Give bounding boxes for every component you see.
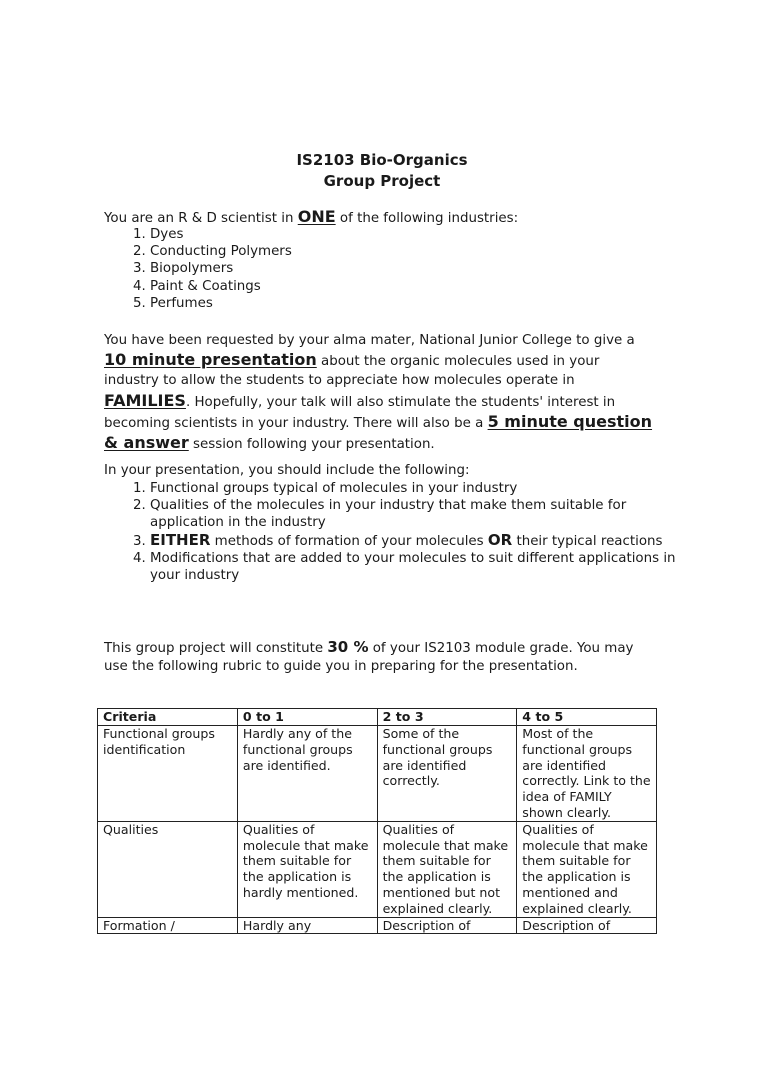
industry-list	[104, 226, 690, 312]
table-cell: Formation /	[98, 917, 238, 934]
request-paragraph	[104, 331, 654, 454]
list-item: 3. Biopolymers	[150, 260, 690, 277]
table-cell: Hardly any	[237, 917, 377, 934]
intro-text-end: of the following industries:	[335, 211, 519, 226]
table-cell: Description of	[517, 917, 657, 934]
either-emphasis: EITHER	[150, 530, 211, 549]
list-item-text: their typical reactions	[512, 533, 663, 549]
title-line-2: Group Project	[323, 172, 441, 190]
table-row	[98, 917, 657, 934]
table-cell: Functional groups identification	[98, 726, 238, 822]
table-cell: Qualities	[98, 821, 238, 917]
request-text-3: . Hopefully, your talk will also stimulate the students' interest in becoming scientists in your industry. There will also be a	[104, 394, 616, 431]
list-item-text: methods of formation of your molecules	[210, 533, 488, 549]
table-header-row	[98, 709, 657, 726]
document-title	[0, 150, 764, 192]
table-cell: Description of	[377, 917, 517, 934]
rubric-table	[97, 708, 657, 934]
list-item: 1. Dyes	[150, 226, 690, 243]
grade-paragraph	[104, 639, 649, 675]
table-row	[98, 821, 657, 917]
intro-emphasis: ONE	[297, 207, 336, 226]
include-intro: In your presentation, you should include the following:	[104, 463, 470, 478]
list-item	[150, 532, 690, 550]
title-line-1: IS2103 Bio-Organics	[296, 151, 468, 169]
header-4-to-5: 4 to 5	[517, 709, 657, 726]
header-2-to-3: 2 to 3	[377, 709, 517, 726]
request-text-1: You have been requested by your alma mater, National Junior College to give a	[104, 333, 635, 348]
header-0-to-1: 0 to 1	[237, 709, 377, 726]
table-cell: Qualities of molecule that make them suitable for the application is mentioned and explained clearly.	[517, 821, 657, 917]
include-list	[104, 480, 690, 584]
list-item: 5. Perfumes	[150, 295, 690, 312]
intro-text: You are an R & D scientist in	[104, 211, 298, 226]
grade-percent: 30 %	[327, 638, 369, 656]
table-cell: Most of the functional groups are identified correctly. Link to the idea of FAMILY shown clearly.	[517, 726, 657, 822]
table-cell: Qualities of molecule that make them suitable for the application is mentioned but not explained clearly.	[377, 821, 517, 917]
intro-paragraph	[104, 208, 664, 228]
request-text-4: session following your presentation.	[188, 437, 435, 453]
list-item: 4. Modifications that are added to your molecules to suit different applications in your industry	[150, 550, 690, 584]
table-cell: Hardly any of the functional groups are identified.	[237, 726, 377, 822]
presentation-length-emphasis: 10 minute presentation	[104, 350, 317, 370]
families-emphasis: FAMILIES	[104, 390, 186, 410]
header-criteria: Criteria	[98, 709, 238, 726]
table-cell: Qualities of molecule that make them suitable for the application is hardly mentioned.	[237, 821, 377, 917]
grade-text-2: of your IS2103 module grade. You may use the following rubric to guide you in preparing for the presentation.	[104, 641, 634, 674]
qa-length-emphasis: 5 minute question & answer	[104, 411, 653, 453]
table-cell: Some of the functional groups are identified correctly.	[377, 726, 517, 822]
list-item: 4. Paint & Coatings	[150, 278, 690, 295]
or-emphasis: OR	[487, 530, 513, 549]
request-text-2: about the organic molecules used in your industry to allow the students to appreciate how molecules operate in	[104, 354, 600, 389]
list-item: 2. Qualities of the molecules in your industry that make them suitable for application in the industry	[150, 497, 690, 531]
grade-text-1: This group project will constitute	[104, 641, 328, 656]
list-item: 1. Functional groups typical of molecules in your industry	[150, 480, 690, 497]
list-item: 2. Conducting Polymers	[150, 243, 690, 260]
table-row	[98, 726, 657, 822]
